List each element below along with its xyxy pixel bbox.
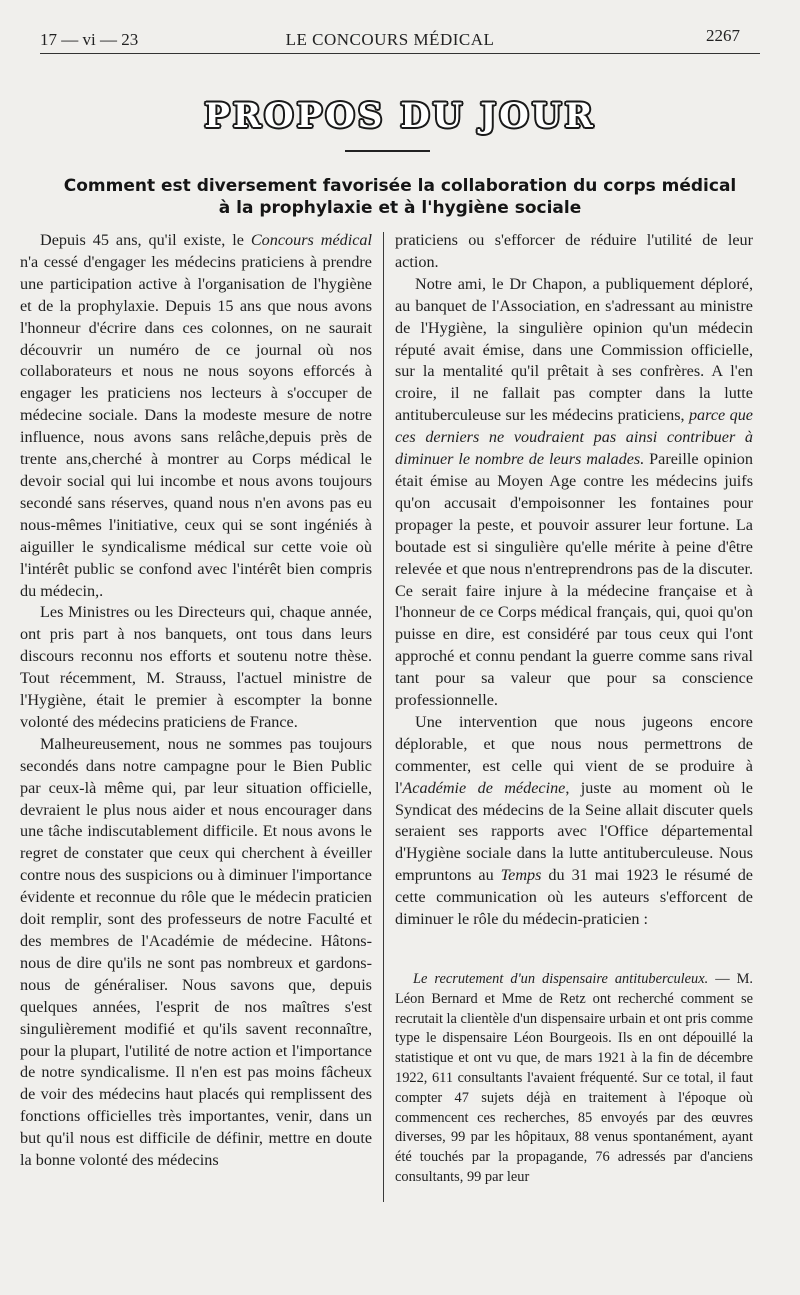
- paragraph: Malheureusement, nous ne sommes pas toujours secondés dans notre campagne pour le Bien Public par ceux-là même qui, par leur situation officielle, devraient le plus nous aider et nous encourager dans une tâche indiscutablement difficile. Et nous avons le regret de constater que ceux qui cherchent à éveiller contre nous des suspicions ou à diminuer l'importance évidente et reconnue du rôle que le médecin praticien doit remplir, sont des professeurs de notre Faculté et des membres de l'Académie de médecine. Hâtons-nous de dire qu'ils ne sont pas nombreux et gardons-nous de généraliser. Nous savons que, depuis quelques années, l'esprit de nos maîtres s'est singulièrement modifié et qu'ils savent reconnaître, pour la plupart, l'utilité de notre action et l'importance de notre syndicalisme. Il n'en est pas moins fâcheux de voir des médecins haut placés qui remplissent des fonctions officielles très importantes, venir, dans un but qu'il nous est difficile de définir, mettre en doute la bonne volonté des médecins: [20, 734, 372, 1170]
- extract-title: Le recrutement d'un dispensaire antituberculeux.: [413, 971, 709, 987]
- left-column: [20, 230, 372, 1172]
- text-run: du 31 mai 1923 le résumé de cette communication où les auteurs s'efforcent de diminuer le rôle du médecin-praticien :: [395, 866, 753, 929]
- paragraph: [395, 274, 753, 712]
- paragraph: Les Ministres ou les Directeurs qui, chaque année, ont pris part à nos banquets, ont tous dans leurs discours reconnu nos efforts et soutenu notre thèse. Tout récemment, M. Strauss, l'actuel ministre de l'Hygiène, était le premier à escompter la bonne volonté des médecins praticiens de France.: [20, 603, 372, 731]
- text-run: — M. Léon Bernard et Mme de Retz ont recherché comment se recrutait la clientèle d'un dispensaire urbain et ont pris comme type le dispensaire Léon Bourgeois. Ils en ont dépouillé la statistique et ont vu que, de mars 1921 à la fin de décembre 1922, 611 consultants l'avaient fréquenté. Sur ce total, il faut compter 47 sujets déjà en traitement à l'époque où commencent ces recherches, 85 envoyés par des œuvres diverses, 99 par les hôpitaux, 88 venus spontanément, ayant été touchés par la propagande, 76 adressés par d'anciens consultants, 99 par leur: [395, 971, 753, 1185]
- column-divider: [383, 232, 384, 1202]
- text-run: Pareille opinion était émise au Moyen Age contre les médecins juifs qu'on accusait d'empoisonner les fontaines pour propager la peste, et pouvoir assurer leur fortune. La boutade est si singulière qu'elle mérite à peine d'être relevée et que nous n'entreprendrons pas de la discuter. Ce serait faire injure à la médecine française et à l'honneur de ce Corps médical français, qui, quoi qu'on puisse en dire, est considéré par tous ceux qui l'ont approché et connu pendant la guerre comme sans rival tant pour sa valeur que pour sa conscience professionnelle.: [395, 450, 753, 710]
- headline-line-2: à la prophylaxie et à l'hygiène sociale: [218, 198, 582, 218]
- journal-title: LE CONCOURS MÉDICAL: [285, 30, 495, 49]
- paragraph: [395, 712, 753, 931]
- journal-name: Concours médical: [250, 231, 372, 249]
- header-rule: [40, 53, 760, 54]
- paragraph: praticiens ou s'efforcer de réduire l'utilité de leur action.: [395, 231, 753, 271]
- text-run: Une intervention que nous jugeons encore déplorable, et que nous nous permettrons de commenter, est celle qui vient de se produire à l': [395, 712, 753, 797]
- text-run: , juste au moment où le Syndicat des médecins de la Seine allait discuter quels seraient ses rapports avec l'Office départemental d'Hygiène sociale dans la lutte antituberculeuse. Nous empruntons au: [395, 778, 753, 885]
- institution-name: Académie de médecine: [402, 778, 566, 797]
- text-run: Notre ami, le Dr Chapon, a publiquement déploré, au banquet de l'Association, en s'adressant au ministre de l'Hygiène, la singulière opinion qu'un médecin réputé avait émise, dans une Commission officielle, sur la mentalité qu'il prêtait à ses confrères. A l'en croire, il ne fallait pas compter dans la lutte antituberculeuse sur les médecins praticiens,: [395, 274, 753, 425]
- page-number: 2267: [706, 26, 740, 45]
- running-header: [40, 26, 740, 52]
- italic-quote: parce que ces derniers ne voudraient pas ainsi contribuer à diminuer le nombre de leurs malades.: [395, 406, 753, 469]
- issue-date: 17 — vi — 23: [40, 30, 139, 49]
- text-run: Depuis 45 ans, qu'il existe, le: [40, 231, 251, 249]
- newspaper-name: Temps: [500, 866, 542, 885]
- paragraph: [395, 970, 753, 1188]
- right-column: [395, 230, 753, 931]
- rubric-rule: [345, 150, 430, 152]
- text-run: n'a cessé d'engager les médecins praticiens à prendre une participation active à l'organisation de l'hygiène et de la prophylaxie. Depuis 15 ans que nous avons l'honneur d'écrire dans ces colonnes, on ne saurait découvrir un numéro de ce journal où nos collaborateurs et nous ne nous soyons efforcés à engager les praticiens nos lecteurs à s'occuper de médecine sociale. Dans la modeste mesure de notre influence, nous avons sans relâche,depuis près de trente ans,cherché à montrer au Corps médical le devoir social qui lui incombe et nous avons toujours secondé sans réserves, quand nous n'en avons pas eu nous-mêmes l'initiative, ceux qui se sont ingéniés à aiguiller le syndicalisme médical sur cette voie où l'intérêt public se confond avec l'intérêt bien compris du médecin,.: [20, 252, 372, 600]
- paragraph: [20, 230, 372, 602]
- article-headline: [20, 175, 780, 219]
- quoted-extract: [395, 970, 753, 1188]
- headline-line-1: Comment est diversement favorisée la collaboration du corps médical: [63, 176, 737, 196]
- section-rubric: PROPOS DU JOUR: [204, 96, 596, 136]
